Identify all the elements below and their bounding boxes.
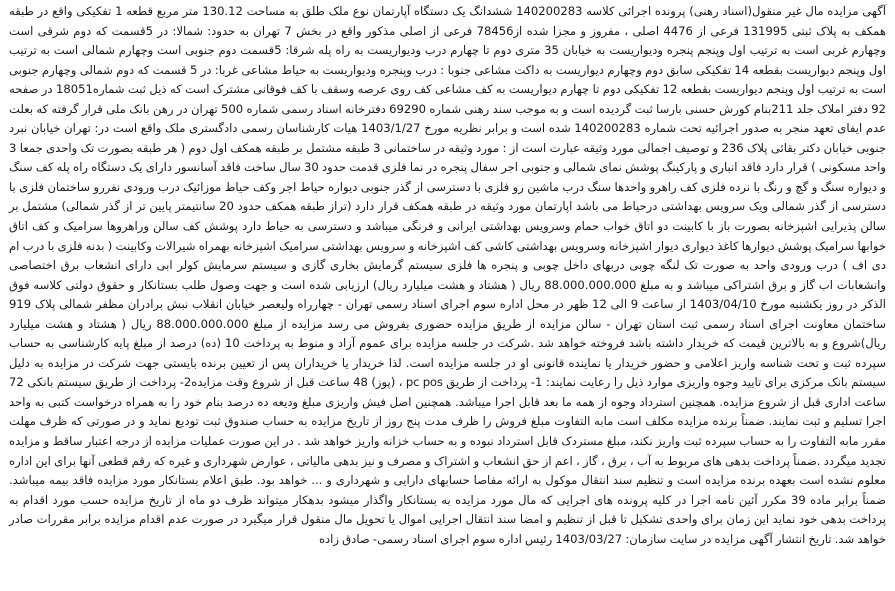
auction-notice-body: آگهی مزایده مال غیر منقول(اسناد رهنی) پرونده اجرائی کلاسه 140200283 ششدانگ یک دستگاه آپارتمان نوع ملک طلق به مساحت 130.12 متر مربع قطعه 1 تفکیکی واقع در طبقه همکف به پلاک ثبتی 131995 فرعی از 4476 اصلی ، مفروز و مجزا شده از78456 فرعی از اصلی مذکور واقع در بخش 7 تهران به حدود: شمالا: در 5قسمت که دوم شرقی است وچهارم غربی است به ترتیب اول وپنجم پنجره ودیواریست به خیابان 35 متری دوم تا چهارم درب ودیواریست به راه پله شرقا: 5قسمت دوم جنوبی است وچهارم شمالی است به ترتیب اول وپنجم دیواریست بقطعه 14 تفکیکی سابق دوم وچهارم دیواریست به داکت مشاعی جنوبا : درب وپنجره ودیواریست به حیاط مشاعی غربا: در 5 قسمت که دوم شمالی وچهارم جنوبی است به ترتیب اول وپنجم دیواریست بقطعه 12 تفکیکی دوم تا چهارم دیواریست به کف مشاعی کف روی عرصه وسقف با کف فوقانی مشترک است که ذیل ثبت شماره18051 در صفحه 92 دفتر املاک جلد 211بنام کورش حسنی بارسا ثبت گردیده است و به موجب سند رهنی شماره 69290 دفترخانه اسناد رسمی شماره 500 تهران در رهن بانک ملی قرار گرفته که بعلت عدم ایفای تعهد منجر به صدور اجرائیه تحت شماره 140200283 شده است و برابر نظریه مورخ 1403/1/27 هیات کارشناسان رسمی دادگستری ملک واقع است در: تهران خیابان نبرد جنوبی خیابان دکتر بقائی پلاک 236 و توصیف اجمالی مورد وثیقه عبارت است از : مورد وثیقه در ساختمانی 3 طبقه مشتمل بر طبقه همکف اول دوم ( هر طبقه بصورت تک واحدی جمعا 3 واحد مسکونی ) قرار دارد فاقد انباری و پارکینگ پوشش نمای شمالی و جنوبی اجر سفال پنجره در نما فلزی قدمت حدود 30 سال ساخت فاقد آسانسور دارای یک دستگاه راه پله کف سنگ و دیواره سنگ و گچ و رنگ با نرده فلزی کف راهرو واحدها سنگ درب ماشین رو فلزی با دسترسی از گذر جنوبی دیواره حیاط اجر وکف حیاط موزائیک درب ورودی نفررو ساختمان فلزی با دسترسی از گذر شمالی ویک سرویس بهداشتی درحیاط می باشد اپارتمان مورد وثیقه در طبقه همکف قرار دارد (تراز طبقه همکف حدود 20 سانتیمتر پایین تر از گذر شمالی) مشتمل بر سالن پذیرایی اشپزخانه بصورت باز با کابینت دو اتاق خواب حمام وسرویس بهداشتی ایرانی و فرنگی میباشد و دسترسی به حیاط دارد پوشش کف سالن وراهروها سرامیک و کف اتاق خوابها سرامیک پوشش دیوارها کاغذ دیواری دیوار اشپزخانه وسرویس بهداشتی کاشی کف اشپزخانه و سرویس بهداشتی سرامیک اشپزخانه بهمراه شیرالات وکابینت ( بدنه فلزی با درب ام دی اف ) درب ورودی واحد به صورت تک لنگه چوبی دربهای داخل چوبی و پنجره ها فلزی سیستم گرمایش بخاری گازی و سیستم سرمایش کولر ابی دارای انشعاب برق اختصاصی وانشعابات اب گاز و برق اشتراکی میباشد و به مبلغ 88.000.000.000 ریال ( هشتاد و هشت میلیارد ریال) ارزیابی شده است و جهت وصول طلب بستانکار و حقوق دولتی کلاسه فوق الذکر در روز یکشنبه مورخ 1403/04/10 از ساعت 9 الی 12 ظهر در محل اداره سوم اجرای اسناد رسمی تهران - چهارراه ولیعصر خیابان انقلاب نبش برادران مظفر شمالی پلاک 919 ساختمان معاونت اجرای اسناد رسمی ثبت استان تهران - سالن مزایده از طریق مزایده حضوری بفروش می رسد مزایده از مبلغ 88.000.000.000 ریال ( هشتاد و هشت میلیارد ریال)شروع و به بالاترین قیمت که خریدار داشته باشد فروخته خواهد شد .شرکت در جلسه مزایده برای عموم آزاد و منوط به پرداخت 10 (ده) درصد از مبلغ پایه کارشناسی به حساب سپرده ثبت و تحت شناسه واریز اعلامی و حضور خریدار یا نماینده قانونی او در جلسه مزایده است. لذا خریدار یا خریداران پس از تعیین برنده بایستی جهت شرکت در مزایده به دلیل سیستم بانک مرکزی برای تایید وجوه واریزی موارد ذیل را رعایت نمایند: 1- پرداخت از طریق pc pos ، (پوز) 48 ساعت قبل از شروع وقت مزایده2- پرداخت از طریق سیستم بانکی 72 ساعت اداری قبل از شروع مزایده. همچنین استرداد وجوه از همه ما بعد قابل اجرا میباشد. همچنین اصل فیش واریزی مبلغ ودیعه ده درصد بنام خود را به همراه درخواست کتبی به واحد اجرا تسلیم و ثبت نمایند. ضمناً برنده مزایده مکلف است مابه التفاوت مبلغ فروش را ظرف مدت پنج روز از تاریخ مزایده به حساب صندوق ثبت تودیع نماید و در صورتی که ظرف مهلت مقرر مابه التفاوت را به حساب سپرده ثبت واریز نکند، مبلغ مستردک قابل استرداد نبوده و به حساب خزانه واریز خواهد شد . در این صورت عملیات مزایده از درجه اعتبار ساقط و مزایده تجدید میگردد .ضمناً پرداخت بدهی های مربوط به آب ، برق ، گاز ، اعم از حق انشعاب و اشتراک و مصرف و نیز بدهی مالیاتی ، عوارض شهرداری و غیره که رقم قطعی آنها برای این اداره معلوم نشده است بعهده برنده مزایده است و تنظیم سند انتقال موکول به ارائه مفاصا حسابهای دارایی و شهرداری و ... خواهد بود. طبق اعلام بستانکار مورد مزایده فاقد بیمه میباشد. ضمناً برابر ماده 39 مکرر آئین نامه اجرا در کلیه پرونده های اجرایی که مال مورد مزایده به بستانکار واگذار میشود بدهکار میتواند ظرف دو ماه از تاریخ مزایده حسب مورد اقدام به پرداخت بدهی خود نماید این زمان برای واحدی تشکیل تا قبل از تنظیم و امضا سند انتقال اجرایی اموال یا تحویل مال منقول قرار میگیرد در صورت عدم اقدام مزایده برابر مقررات صادر خواهد شد. تاریخ انتشار آگهی مزایده در سایت سازمان: 1403/03/27 رئیس اداره سوم اجرای اسناد رسمی- صادق زاده xyxy=(9,4,887,546)
